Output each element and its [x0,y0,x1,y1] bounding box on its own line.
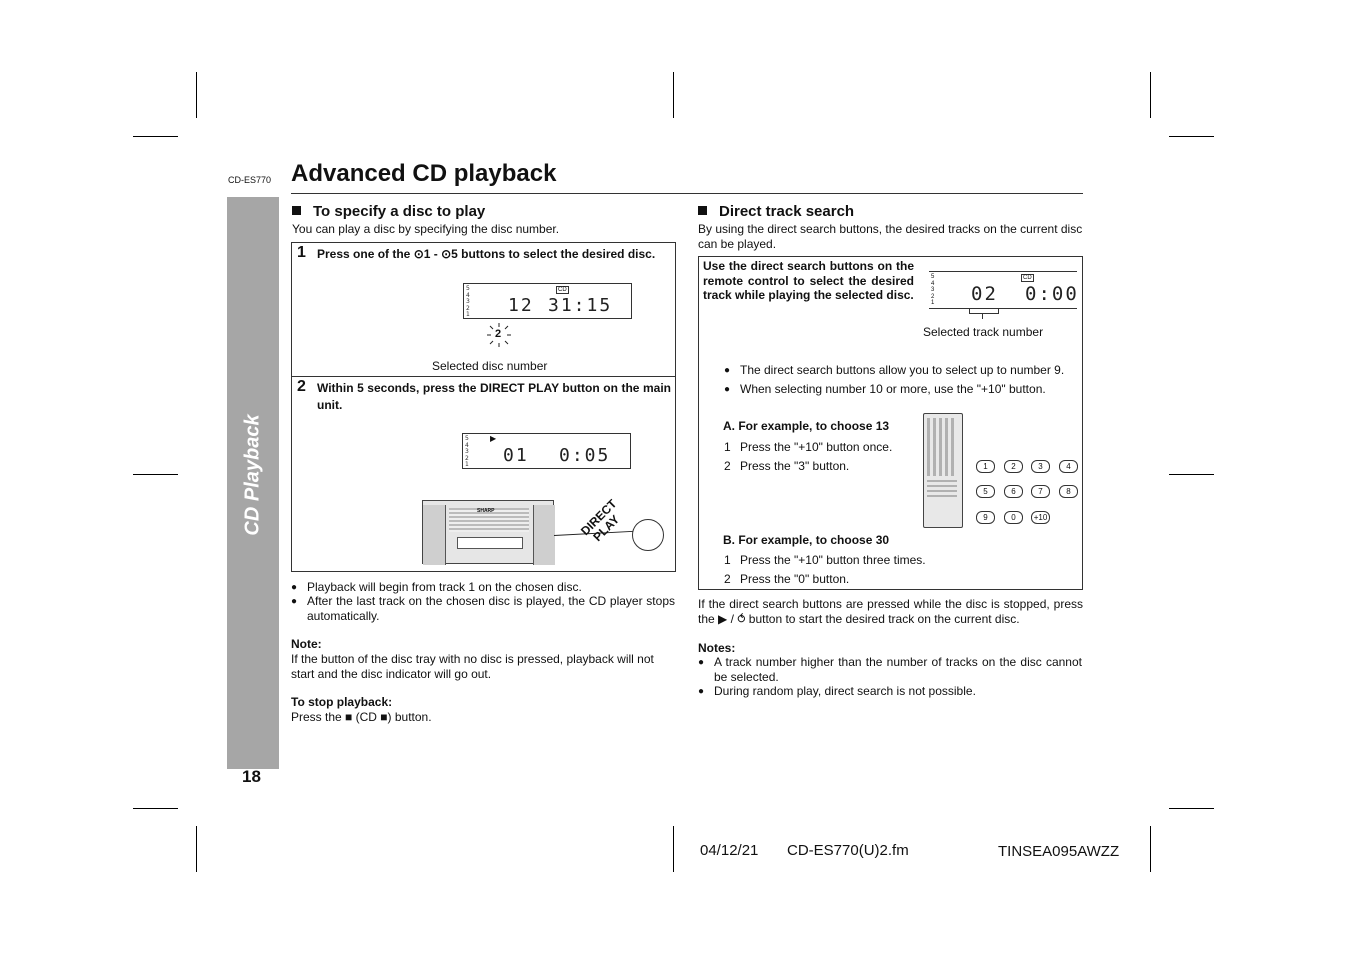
keypad-button-8: 8 [1059,485,1078,498]
crop-mark [133,136,178,137]
crop-mark [196,826,197,872]
keypad-button-4: 4 [1059,460,1078,473]
selected-track-caption: Selected track number [923,325,1044,339]
track-lcd-display [929,271,1077,309]
notes-heading: Notes: [698,641,736,655]
direct-play-button-icon [632,519,664,551]
flash-indicator-icon [487,323,511,347]
flash-number: 2 [495,328,502,340]
direct-search-instruction: Use the direct search buttons on the remote control to select the desired track while playing the selected disc. [703,259,914,302]
unit-brand: SHARP [477,508,495,514]
crop-mark [1150,826,1151,872]
keypad-button-6: 6 [1004,485,1023,498]
direct-search-intro: By using the direct search buttons, the desired tracks on the current disc can be played. [698,222,1083,251]
disc-indicator-list: 5 4 3 2 1 [466,285,470,318]
play-mark-icon: ▶ [490,434,497,443]
page-number: 18 [242,767,261,786]
direct-search-box [698,256,1083,590]
note-heading: Note: [291,637,322,651]
footer-date: 04/12/21 [700,842,759,859]
keypad-button-0: 0 [1004,511,1023,524]
crop-mark [1169,808,1214,809]
lcd-track: 02 [971,283,998,305]
lcd-time: 31:15 [548,295,613,316]
cd-mark: CD [558,287,567,293]
crop-mark [1169,136,1214,137]
model-tag: CD-ES770 [228,175,272,185]
step2-box [291,376,676,572]
disc-indicator-list: 5 4 3 2 1 [465,435,469,468]
direct-play-label: DIRECT PLAY [577,496,623,545]
example-a-step: 2 Press the "3" button. [724,459,850,473]
unit-display [457,537,523,549]
keypad-button-1: 1 [976,460,995,473]
right-bullet: ● The direct search buttons allow you to select up to number 9. [724,363,1100,378]
disc-indicator-list: 5 4 3 2 1 [931,274,935,306]
left-bullet: ● After the last track on the chosen disc is played, the CD player stops automatically. [291,594,675,624]
specify-disc-intro: You can play a disc by specifying the disc number. [292,222,560,236]
title-rule [291,193,1083,194]
crop-mark [1169,474,1214,475]
keypad-button-5: 5 [976,485,995,498]
keypad-button-2: 2 [1004,460,1023,473]
example-b-heading: B. For example, to choose 30 [723,533,890,547]
right-bullet: ● When selecting number 10 or more, use the "+10" button. [724,382,1100,397]
keypad-button-7: 7 [1031,485,1050,498]
example-b-step: 1 Press the "+10" button three times. [724,553,926,567]
square-bullet-icon [698,206,707,215]
note-text: If the button of the disc tray with no disc is pressed, playback will not start and the disc indicator will go out. [291,652,654,681]
step1-text: Press one of the ⊙1 - ⊙5 buttons to select the desired disc. [317,247,656,261]
sidebar-label-wrap [227,0,279,954]
stopped-disc-text: If the direct search buttons are pressed while the disc is stopped, press the ▶ / ⥀ button to start the desired track on the current disc. [698,597,1083,626]
lcd-disc-digits: 12 [508,295,534,316]
step1-lcd-display [463,283,632,319]
stop-text: Press the ■ (CD ■) button. [291,710,432,724]
square-bullet-icon [292,206,301,215]
selected-disc-caption: Selected disc number [432,359,548,373]
crop-mark [1150,72,1151,118]
lcd-track: 01 [503,445,529,466]
crop-mark [133,474,178,475]
keypad-button-9: 9 [976,511,995,524]
section-heading-direct-search: Direct track search [698,203,854,220]
speaker-left [423,505,446,565]
track-pointer [982,313,983,319]
notes-bullet: ● During random play, direct search is not possible. [698,684,1082,699]
crop-mark [196,72,197,118]
step2-number: 2 [297,378,306,395]
cd-mark: CD [1023,275,1032,281]
step2-lcd-display [462,433,631,469]
notes-bullet: ● A track number higher than the number of tracks on the disc cannot be selected. [698,655,1082,685]
speaker-right [533,505,555,565]
keypad-button-3: 3 [1031,460,1050,473]
remote-buttons [927,418,957,476]
step1-number: 1 [297,244,306,261]
example-b-step: 2 Press the "0" button. [724,572,850,586]
page-title: Advanced CD playback [291,160,557,187]
stop-heading: To stop playback: [291,695,393,709]
footer-code: TINSEA095AWZZ [998,843,1120,860]
step1-box [291,242,676,377]
track-bracket [969,308,999,314]
remote-control-illustration [923,413,963,528]
crop-mark [133,808,178,809]
section-heading-specify-disc: To specify a disc to play [292,203,485,220]
lcd-time: 0:00 [1025,283,1079,305]
crop-mark [673,826,674,872]
crop-mark [673,72,674,118]
footer-file: CD-ES770(U)2.fm [787,842,909,859]
remote-buttons [927,480,957,500]
lcd-time: 0:05 [559,445,611,466]
keypad-button-plus10: +10 [1031,511,1050,524]
example-a-step: 1 Press the "+10" button once. [724,440,893,454]
step2-text: Within 5 seconds, press the DIRECT PLAY button on the main unit. [317,381,671,412]
main-unit-illustration [422,500,554,564]
left-bullet: ● Playback will begin from track 1 on the chosen disc. [291,580,675,595]
example-a-heading: A. For example, to choose 13 [723,419,890,433]
sidebar-label: CD Playback [241,414,264,536]
